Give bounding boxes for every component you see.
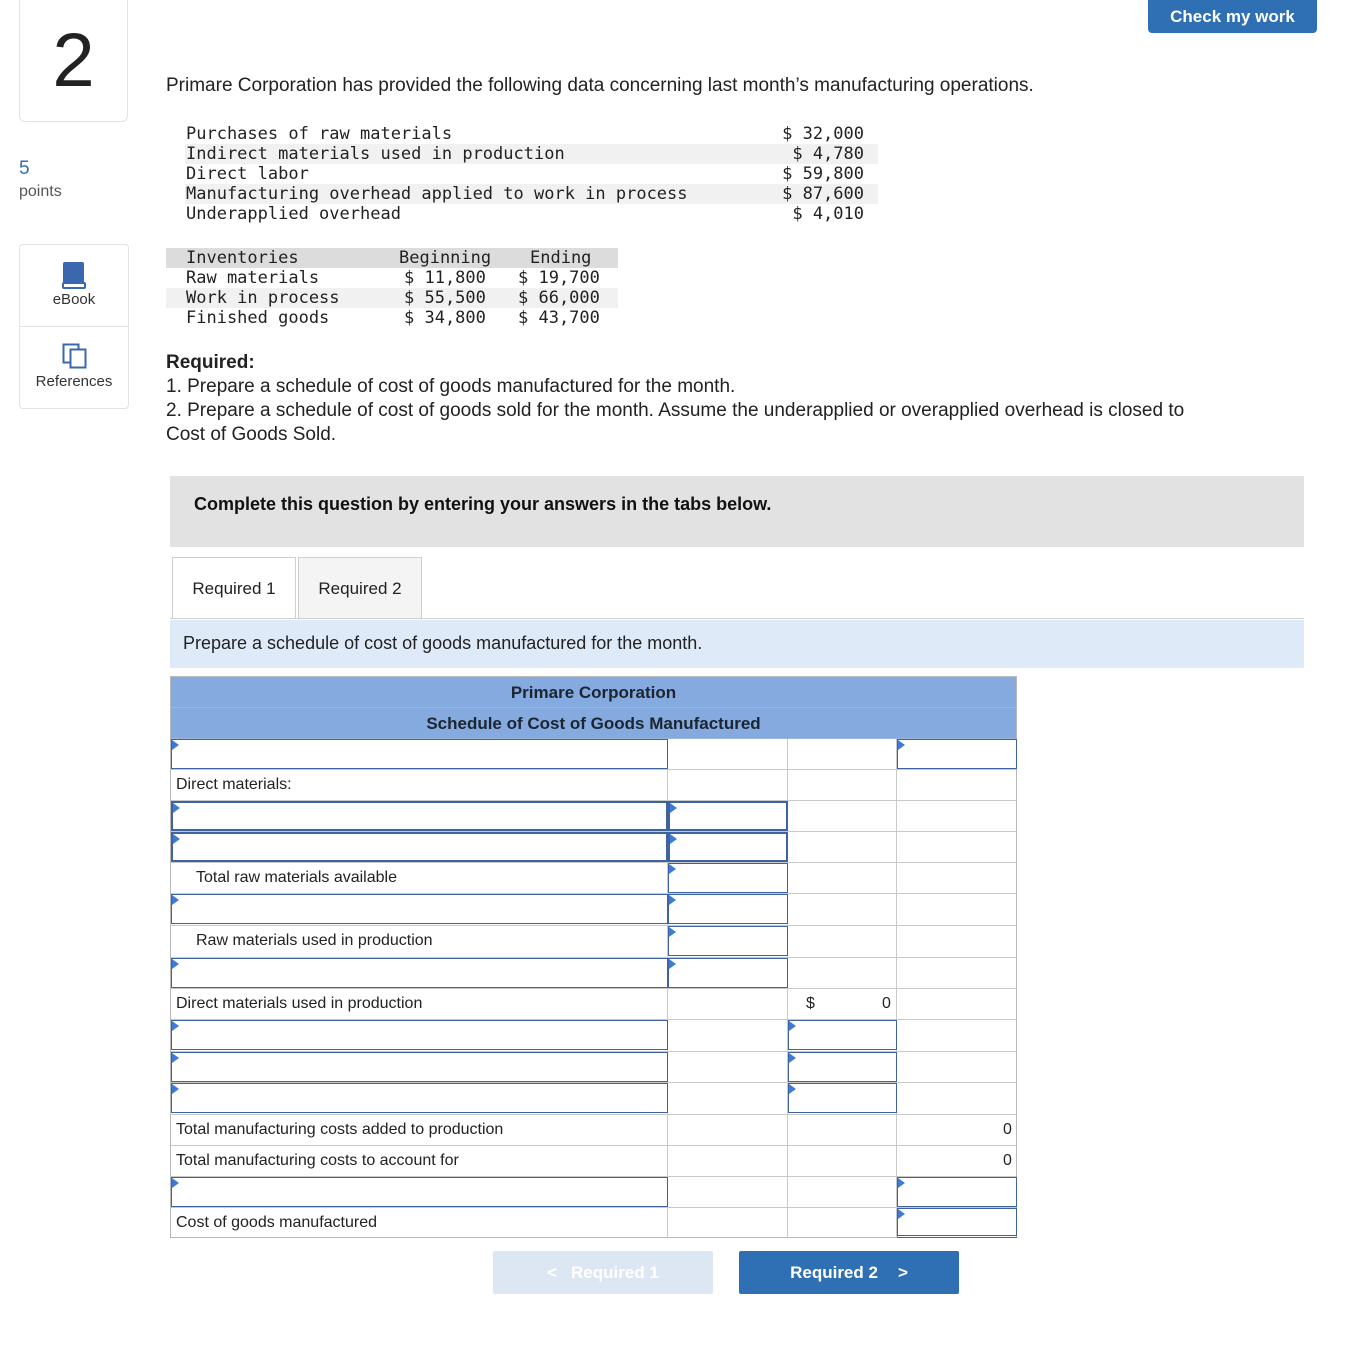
inv-beginning: $ 55,500	[404, 288, 486, 308]
ebook-button[interactable]	[20, 245, 128, 327]
data-row-label: Direct labor	[186, 164, 309, 184]
inv-ending: $ 43,700	[518, 308, 600, 328]
references-label: References	[35, 373, 113, 390]
dm-used-label: Direct materials used in production	[176, 995, 423, 1012]
schedule-label-input[interactable]	[171, 1052, 668, 1082]
data-row-value: $ 4,780	[792, 144, 864, 164]
data-row	[185, 164, 878, 184]
data-row-label: Manufacturing overhead applied to work in process	[186, 184, 688, 204]
data-row	[185, 124, 878, 144]
inventory-row	[166, 288, 618, 308]
required-line-2: 2. Prepare a schedule of cost of goods sold for the month. Assume the underapplied or overapplied overhead is closed to	[166, 400, 1185, 421]
instruction-text: Complete this question by entering your answers in the tabs below.	[194, 494, 772, 514]
data-row-label: Indirect materials used in production	[186, 144, 565, 164]
inv-label: Raw materials	[186, 268, 320, 288]
inv-ending: $ 19,700	[518, 268, 600, 288]
schedule-amount-input[interactable]	[788, 1052, 897, 1082]
inv-label: Finished goods	[186, 308, 330, 328]
schedule-label-input[interactable]	[171, 1083, 668, 1113]
copy-pages-icon	[62, 343, 88, 369]
inv-ending: $ 66,000	[518, 288, 600, 308]
schedule-amount-input[interactable]	[668, 832, 788, 862]
schedule-label-input[interactable]	[171, 894, 668, 924]
data-row	[185, 144, 878, 164]
tab-required-1[interactable]: Required 1	[172, 557, 296, 619]
schedule-amount-input[interactable]	[668, 926, 788, 956]
data-row-label: Purchases of raw materials	[186, 124, 453, 144]
next-tab-label: Required 2	[790, 1263, 878, 1282]
cogm-schedule	[170, 676, 1017, 1238]
inv-beginning: $ 11,800	[404, 268, 486, 288]
schedule-amount-input[interactable]	[668, 863, 788, 893]
inventory-row	[166, 268, 618, 288]
ebook-label: eBook	[52, 291, 96, 308]
question-intro: Primare Corporation has provided the following data concerning last month’s manufacturing operations.	[166, 75, 1034, 96]
data-row	[185, 204, 878, 224]
schedule-label-input[interactable]	[171, 1177, 668, 1207]
schedule-amount-input[interactable]	[788, 1083, 897, 1113]
schedule-amount-input[interactable]	[897, 739, 1017, 769]
schedule-label-input[interactable]	[171, 801, 668, 831]
tab-prompt-text: Prepare a schedule of cost of goods manufactured for the month.	[183, 633, 703, 653]
inv-header-beginning: Beginning	[399, 248, 492, 268]
inventory-row	[166, 308, 618, 328]
tab-prompt	[170, 620, 1304, 668]
cogm-label: Cost of goods manufactured	[176, 1214, 378, 1231]
data-row	[185, 184, 878, 204]
total-account-label: Total manufacturing costs to account for	[176, 1152, 459, 1169]
required-line-1: 1. Prepare a schedule of cost of goods manufactured for the month.	[166, 376, 736, 397]
prev-tab-button[interactable]	[493, 1251, 713, 1294]
inv-header-label: Inventories	[186, 248, 299, 268]
data-row-value: $ 4,010	[792, 204, 864, 224]
schedule-amount-input[interactable]	[668, 894, 788, 924]
schedule-amount-input[interactable]	[668, 801, 788, 831]
schedule-label-input[interactable]	[171, 1020, 668, 1050]
inv-label: Work in process	[186, 288, 340, 308]
dm-used-dollar: $	[806, 995, 815, 1012]
schedule-label-input[interactable]	[171, 739, 668, 769]
prev-tab-label: Required 1	[571, 1263, 659, 1282]
next-tab-button[interactable]	[739, 1251, 959, 1294]
schedule-amount-input[interactable]	[897, 1177, 1017, 1207]
check-my-work-button[interactable]: Check my work	[1148, 0, 1317, 33]
direct-materials-label: Direct materials:	[176, 776, 292, 793]
schedule-amount-input[interactable]	[668, 958, 788, 988]
data-row-value: $ 32,000	[782, 124, 864, 144]
required-title: Required:	[166, 352, 255, 373]
references-button[interactable]	[20, 327, 128, 409]
raw-used-label: Raw materials used in production	[196, 932, 433, 949]
required-line-3: Cost of Goods Sold.	[166, 424, 337, 445]
inventories-header	[166, 248, 618, 268]
data-row-value: $ 87,600	[782, 184, 864, 204]
total-added-value: 0	[1003, 1121, 1012, 1138]
total-raw-available-label: Total raw materials available	[196, 869, 397, 886]
dm-used-value: 0	[882, 995, 891, 1012]
chevron-right-icon: >	[897, 1263, 908, 1282]
data-row-label: Underapplied overhead	[186, 204, 401, 224]
schedule-label-input[interactable]	[171, 958, 668, 988]
tab-divider	[170, 618, 1304, 619]
chevron-left-icon: <	[547, 1263, 558, 1282]
book-icon	[62, 261, 86, 289]
schedule-amount-input[interactable]	[788, 1020, 897, 1050]
inv-header-ending: Ending	[530, 248, 592, 268]
question-number: 2	[52, 18, 95, 103]
tools-panel	[19, 244, 129, 409]
tab-required-2[interactable]: Required 2	[298, 557, 422, 619]
points-value: 5	[19, 158, 30, 179]
cogm-amount-input[interactable]	[897, 1208, 1017, 1238]
inv-beginning: $ 34,800	[404, 308, 486, 328]
data-row-value: $ 59,800	[782, 164, 864, 184]
schedule-company: Primare Corporation	[171, 677, 1016, 708]
schedule-title: Schedule of Cost of Goods Manufactured	[171, 708, 1016, 739]
total-account-value: 0	[1003, 1152, 1012, 1169]
total-added-label: Total manufacturing costs added to production	[176, 1121, 504, 1138]
points-label: points	[19, 183, 62, 200]
question-number-box	[19, 0, 128, 122]
instruction-banner	[170, 476, 1304, 547]
schedule-label-input[interactable]	[171, 832, 668, 862]
